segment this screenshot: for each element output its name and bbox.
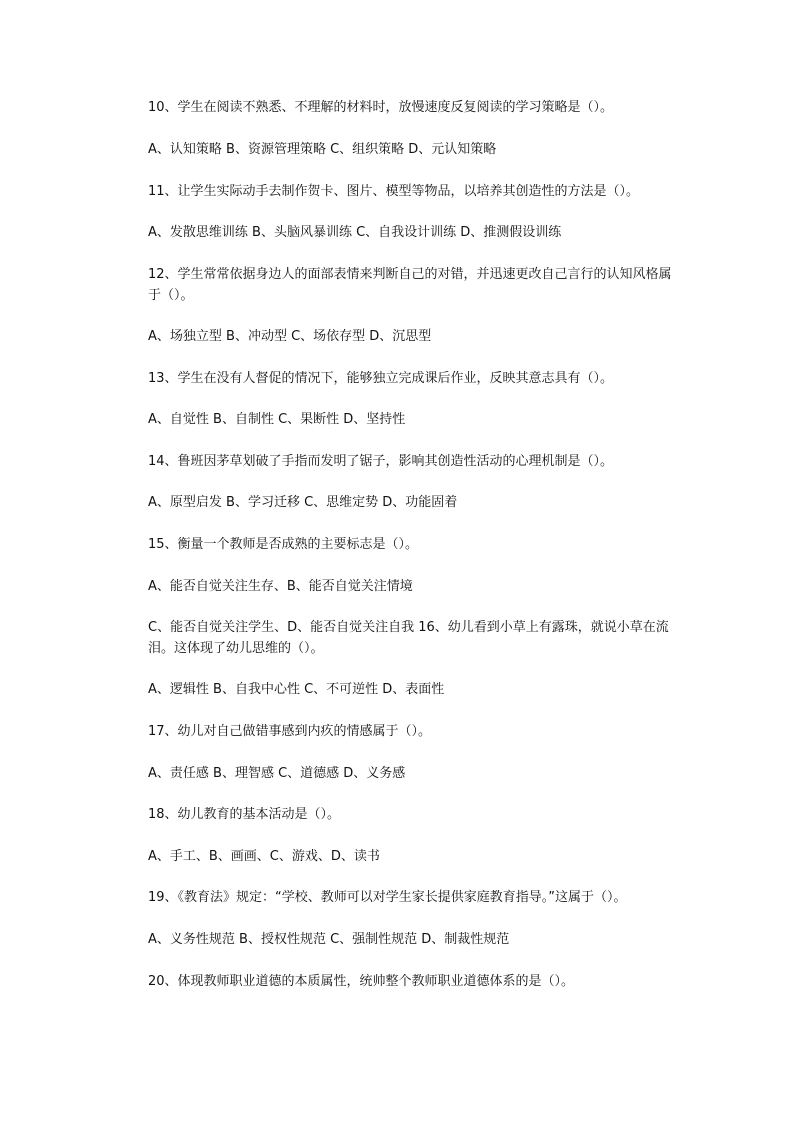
options-18: A、手工、B、画画、C、游戏、D、读书 xyxy=(148,849,380,864)
question-10: 10、学生在阅读不熟悉、不理解的材料时，放慢速度反复阅读的学习策略是（）。 xyxy=(148,100,614,115)
question-11: 11、让学生实际动手去制作贺卡、图片、模型等物品，以培养其创造性的方法是（）。 xyxy=(148,184,640,199)
options-10: A、认知策略 B、资源管理策略 C、组织策略 D、元认知策略 xyxy=(148,142,497,157)
question-17: 17、幼儿对自己做错事感到内疚的情感属于（）。 xyxy=(148,724,432,739)
question-15: 15、衡量一个教师是否成熟的主要标志是（）。 xyxy=(148,537,419,552)
options-11: A、发散思维训练 B、头脑风暴训练 C、自我设计训练 D、推测假设训练 xyxy=(148,225,562,240)
question-18: 18、幼儿教育的基本活动是（）。 xyxy=(148,807,341,822)
options-15-part-2-and-question-16: C、能否自觉关注学生、D、能否自觉关注自我 16、幼儿看到小草上有露珠，就说小草在流泪。这体现了幼儿思维的（）。 xyxy=(148,620,669,656)
options-17: A、责任感 B、理智感 C、道德感 D、义务感 xyxy=(148,766,406,781)
question-12: 12、学生常常依据身边人的面部表情来判断自己的对错，并迅速更改自己言行的认知风格属于（）。 xyxy=(148,267,672,303)
options-15-part-1: A、能否自觉关注生存、B、能否自觉关注情境 xyxy=(148,579,413,594)
options-16: A、逻辑性 B、自我中心性 C、不可逆性 D、表面性 xyxy=(148,682,445,697)
question-13: 13、学生在没有人督促的情况下，能够独立完成课后作业，反映其意志具有（）。 xyxy=(148,371,614,386)
options-13: A、自觉性 B、自制性 C、果断性 D、坚持性 xyxy=(148,412,406,427)
question-20: 20、体现教师职业道德的本质属性，统帅整个教师职业道德体系的是（）。 xyxy=(148,974,575,989)
question-19: 19、《教育法》规定：“学校、教师可以对学生家长提供家庭教育指导。”这属于（）。 xyxy=(148,890,627,905)
options-12: A、场独立型 B、冲动型 C、场依存型 D、沉思型 xyxy=(148,329,432,344)
options-19: A、义务性规范 B、授权性规范 C、强制性规范 D、制裁性规范 xyxy=(148,932,510,947)
options-14: A、原型启发 B、学习迁移 C、思维定势 D、功能固着 xyxy=(148,495,458,510)
question-14: 14、鲁班因茅草划破了手指而发明了锯子，影响其创造性活动的心理机制是（）。 xyxy=(148,454,614,469)
